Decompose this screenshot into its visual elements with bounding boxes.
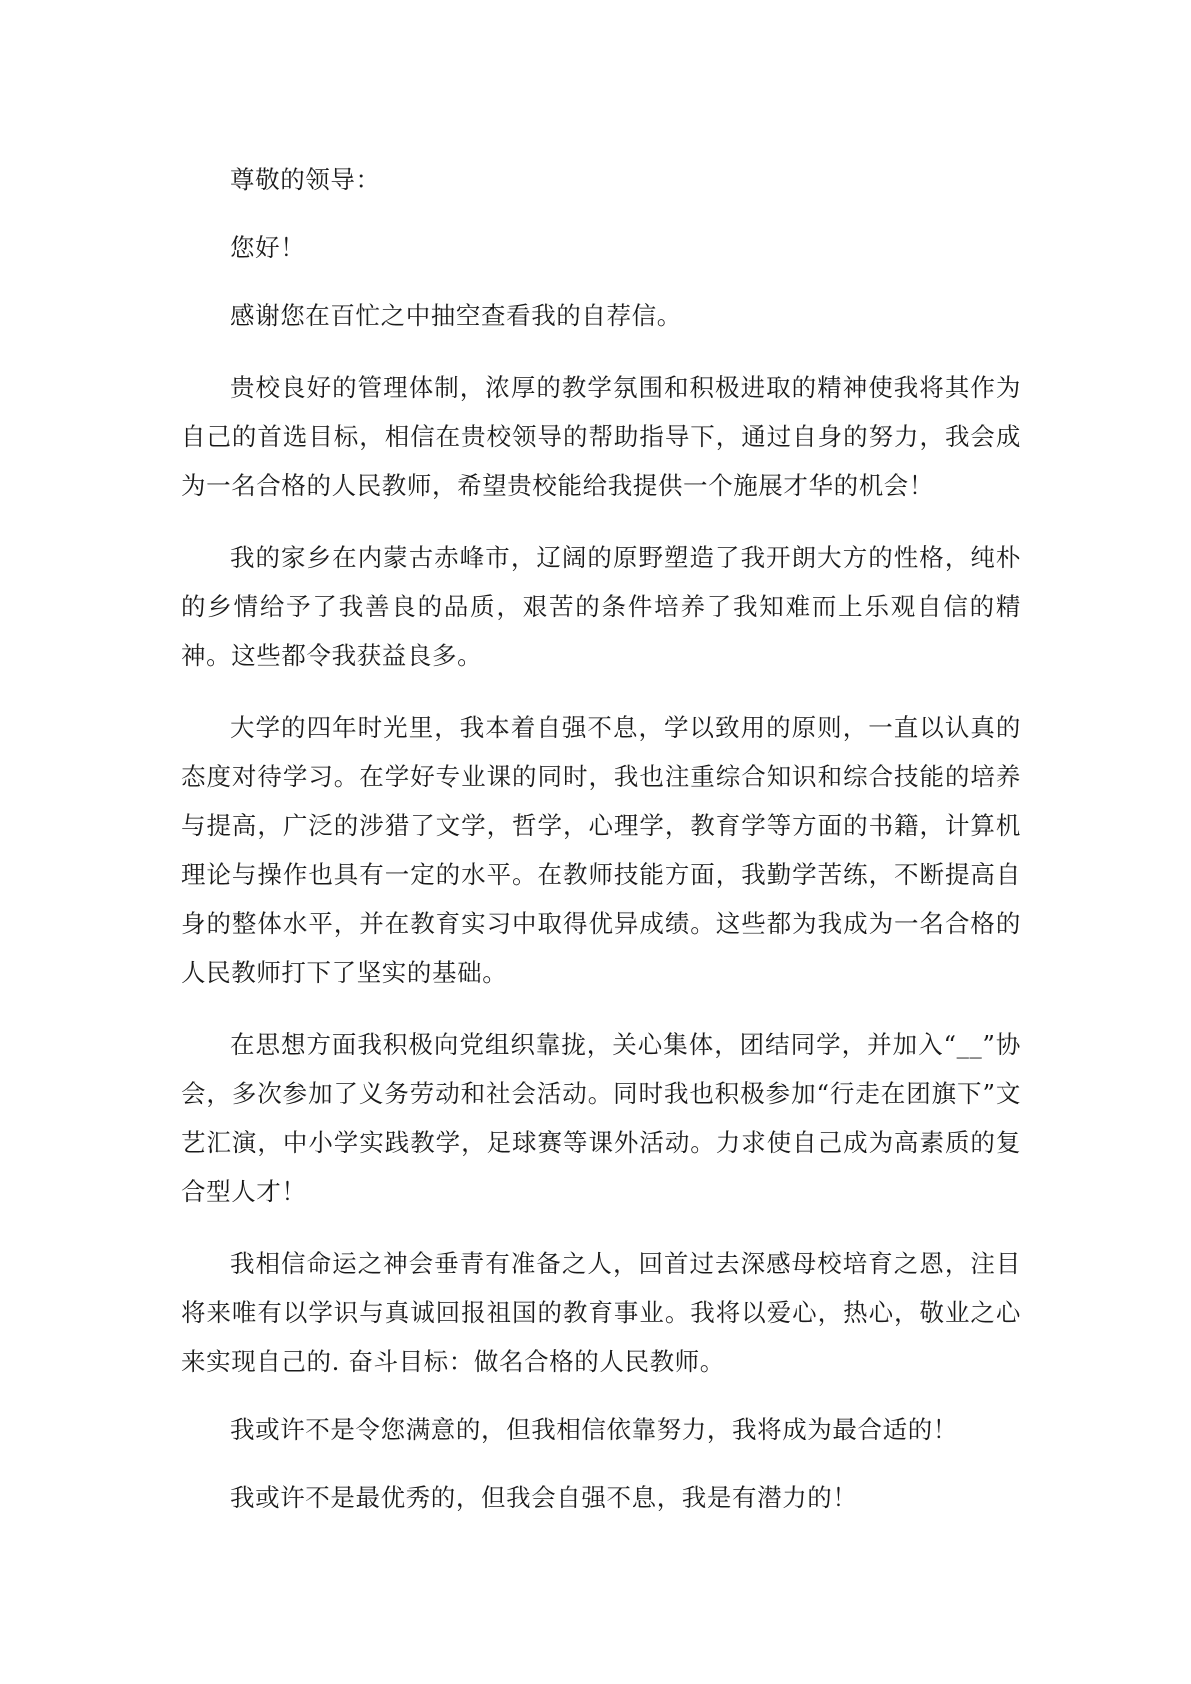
greeting: 您好！ [230,233,306,262]
paragraph-potential: 我或许不是最优秀的，但我会自强不息，我是有潜力的！ [230,1483,858,1512]
paragraph-university: 大学的四年时光里，我本着自强不息，学以致用的原则，一直以认真的态度对待学习。在学好专业课的同时，我也注重综合知识和综合技能的培养与提高，广泛的涉猎了文学，哲学，心理学，教育学等方面的书籍，计算机理论与操作也具有一定的水平。在教师技能方面，我勤学苦练，不断提高自身的整体水平，并在教育实习中取得优异成绩。这些都为我成为一名合格的人民教师打下了坚实的基础。 [181,713,1021,987]
paragraph-effort: 我或许不是令您满意的，但我相信依靠努力，我将成为最合适的！ [230,1415,958,1444]
paragraph-hometown: 我的家乡在内蒙古赤峰市，辽阔的原野塑造了我开朗大方的性格，纯朴的乡情给予了我善良的品质，艰苦的条件培养了我知难而上乐观自信的精神。这些都令我获益良多。 [181,543,1021,670]
paragraph-thanks: 感谢您在百忙之中抽空查看我的自荐信。 [230,301,682,330]
paragraph-ideology-activities: 在思想方面我积极向党组织靠拢，关心集体，团结同学，并加入“__”协会，多次参加了义务劳动和社会活动。同时我也积极参加“行走在团旗下”文艺汇演，中小学实践教学，足球赛等课外活动。力求使自己成为高素质的复合型人才！ [181,1030,1021,1206]
paragraph-school-goal: 贵校良好的管理体制，浓厚的教学氛围和积极进取的精神使我将其作为自己的首选目标，相信在贵校领导的帮助指导下，通过自身的努力，我会成为一名合格的人民教师，希望贵校能给我提供一个施展才华的机会！ [181,373,1021,500]
letter-body [181,155,1021,1522]
salutation: 尊敬的领导： [230,165,381,194]
paragraph-aspiration: 我相信命运之神会垂青有准备之人，回首过去深感母校培育之恩，注目将来唯有以学识与真诚回报祖国的教育事业。我将以爱心，热心，敬业之心来实现自己的. 奋斗目标：做名合格的人民教师。 [181,1249,1021,1376]
